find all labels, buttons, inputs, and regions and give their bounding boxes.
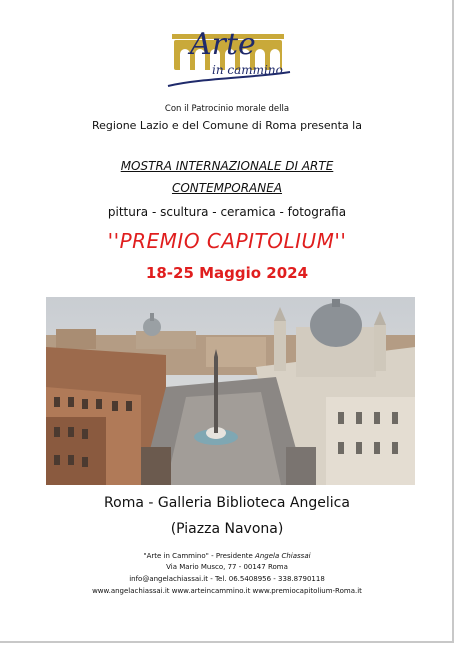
footer-org-label: "Arte in Cammino" - Presidente [143, 552, 256, 560]
patronage-line-1: Con il Patrocinio morale della [164, 104, 290, 114]
venue-name: Roma - Galleria Biblioteca Angelica [104, 495, 350, 511]
exhibition-disciplines: pittura - scultura - ceramica - fotografia [107, 205, 347, 219]
venue-square: (Piazza Navona) [170, 521, 284, 537]
footer-organization [0, 552, 454, 560]
exhibition-title-line-2: CONTEMPORANEA [171, 181, 283, 195]
piazza-navona-photo [46, 297, 415, 485]
footer-websites: www.angelachiassai.it www.arteincammino.it www.premiocapitolium-Roma.it [92, 587, 362, 595]
footer-contacts: info@angelachiassai.it - Tel. 06.5408956 - 338.8790118 [129, 575, 325, 583]
arte-in-cammino-logo [162, 12, 294, 90]
patronage-line-2: Regione Lazio e del Comune di Roma presenta la [92, 119, 362, 132]
logo-word-arte: Arte [190, 27, 256, 62]
prize-title: ''PREMIO CAPITOLIUM'' [107, 229, 347, 253]
exhibition-title-line-1: MOSTRA INTERNAZIONALE DI ARTE [120, 159, 334, 173]
footer-address: Via Mario Musco, 77 - 00147 Roma [166, 563, 288, 571]
logo-word-in-cammino: in cammino [212, 63, 283, 77]
footer-president-name: Angela Chiassai [255, 552, 311, 560]
exhibition-dates: 18-25 Maggio 2024 [145, 264, 309, 282]
